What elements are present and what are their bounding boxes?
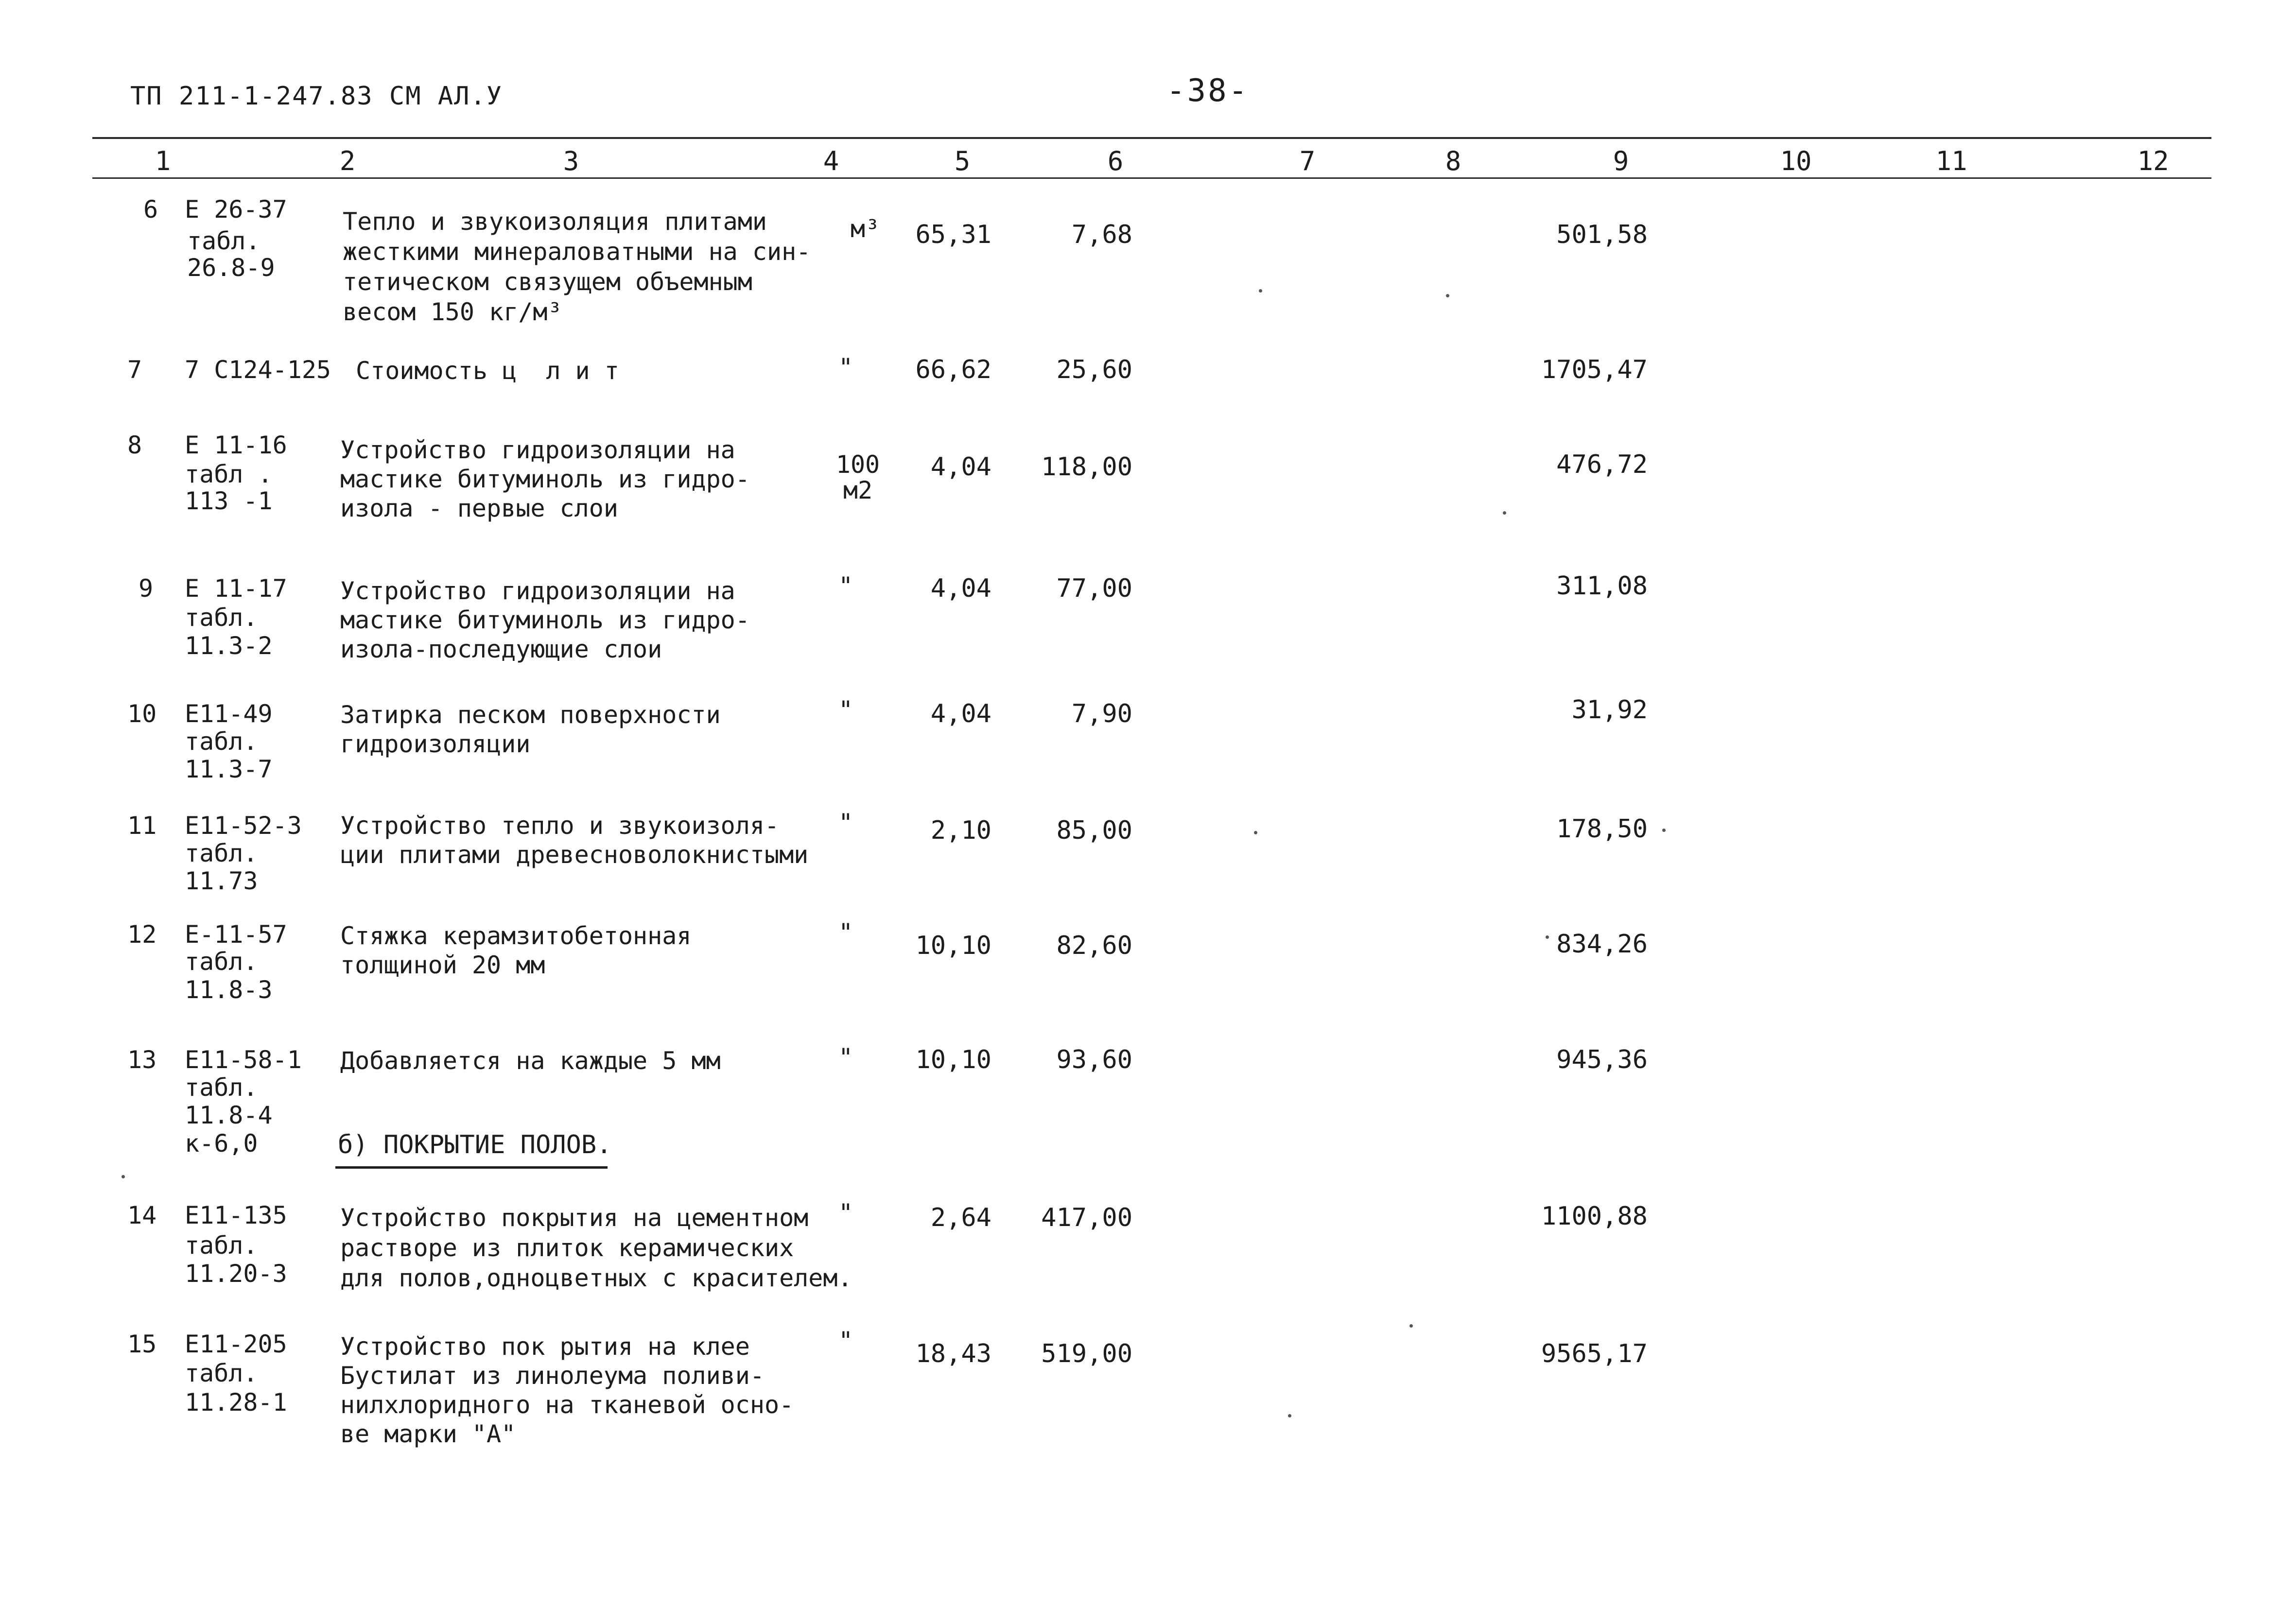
scan-speck bbox=[1409, 1324, 1413, 1328]
work-description: Затирка песком поверхности bbox=[340, 701, 721, 729]
total-cost: 476,72 bbox=[1556, 450, 1648, 479]
work-description: изола - первые слои bbox=[340, 494, 618, 522]
row-number: 10 bbox=[127, 700, 157, 728]
unit-price: 7,68 bbox=[1071, 220, 1132, 249]
norm-code: Е 26-37 bbox=[185, 195, 287, 224]
column-header: 5 bbox=[954, 146, 971, 176]
work-description: растворе из плиток керамических bbox=[340, 1234, 794, 1262]
work-description: толщиной 20 мм bbox=[340, 951, 545, 979]
work-description: Устройство гидроизоляции на bbox=[340, 577, 735, 605]
column-header: 11 bbox=[1935, 146, 1967, 176]
norm-code: 11.73 bbox=[185, 867, 258, 895]
norm-code: 11.20-3 bbox=[185, 1260, 287, 1288]
scan-speck bbox=[1254, 831, 1257, 834]
work-description: Устройство покрытия на цементном bbox=[340, 1204, 809, 1232]
quantity: 2,10 bbox=[930, 816, 991, 845]
column-header: 1 bbox=[155, 146, 171, 176]
quantity: 2,64 bbox=[930, 1203, 991, 1232]
scan-speck bbox=[1546, 935, 1549, 939]
unit: " bbox=[838, 918, 853, 947]
document-code: ТП 211-1-247.83 СМ АЛ.У bbox=[130, 82, 503, 111]
norm-code: Е11-135 bbox=[185, 1201, 287, 1229]
norm-code: табл. bbox=[187, 227, 261, 255]
scan-speck bbox=[1503, 511, 1506, 515]
total-cost: 834,26 bbox=[1556, 930, 1648, 959]
column-header: 7 bbox=[1299, 146, 1316, 176]
quantity: 10,10 bbox=[915, 931, 991, 960]
norm-code: к-6,0 bbox=[185, 1129, 258, 1158]
unit: " bbox=[838, 1199, 853, 1227]
unit-price: 519,00 bbox=[1041, 1339, 1132, 1368]
section-title: б) ПОКРЫТИЕ ПОЛОВ. bbox=[338, 1130, 612, 1159]
row-number: 6 bbox=[143, 195, 158, 224]
page-number: -38- bbox=[1166, 73, 1250, 109]
quantity: 4,04 bbox=[930, 574, 991, 603]
unit-price: 82,60 bbox=[1056, 931, 1132, 960]
row-number: 11 bbox=[127, 812, 157, 840]
work-description: весом 150 кг/м³ bbox=[343, 298, 562, 326]
work-description: Устройство гидроизоляции на bbox=[340, 436, 735, 464]
unit-price: 417,00 bbox=[1041, 1203, 1132, 1232]
norm-code: табл . bbox=[185, 460, 273, 488]
norm-code: Е11-58-1 bbox=[185, 1046, 302, 1074]
column-header: 8 bbox=[1445, 146, 1461, 176]
row-number: 12 bbox=[127, 920, 157, 949]
unit-price: 7,90 bbox=[1071, 699, 1132, 728]
total-cost: 311,08 bbox=[1556, 571, 1648, 601]
section-underline bbox=[335, 1166, 608, 1169]
work-description: гидроизоляции bbox=[340, 730, 531, 758]
norm-code: Е-11-57 bbox=[185, 920, 287, 949]
norm-code: Е 11-16 bbox=[185, 431, 287, 459]
work-description: ции плитами древесноволокнистыми bbox=[340, 841, 809, 869]
norm-code: Е11-49 bbox=[185, 700, 273, 728]
work-description: изола-последующие слои bbox=[340, 635, 662, 663]
column-header: 12 bbox=[2137, 146, 2169, 176]
unit: м2 bbox=[843, 476, 873, 504]
unit-price: 85,00 bbox=[1056, 816, 1132, 845]
norm-code: Е11-205 bbox=[185, 1330, 287, 1358]
work-description: Бустилат из линолеума поливи- bbox=[340, 1362, 765, 1390]
scan-speck bbox=[122, 1175, 125, 1178]
scan-speck bbox=[1288, 1414, 1291, 1417]
quantity: 18,43 bbox=[915, 1339, 991, 1368]
norm-code: 11.8-4 bbox=[185, 1101, 273, 1129]
unit-price: 118,00 bbox=[1041, 452, 1132, 482]
work-description: нилхлоридного на тканевой осно- bbox=[340, 1391, 794, 1419]
unit: " bbox=[838, 809, 853, 837]
table-top-rule bbox=[92, 137, 2211, 139]
work-description: жесткими минераловатными на син- bbox=[343, 238, 811, 266]
norm-code: Е 11-17 bbox=[185, 574, 287, 603]
norm-code: 11.28-1 bbox=[185, 1388, 287, 1417]
row-number: 7 bbox=[127, 356, 142, 384]
total-cost: 31,92 bbox=[1571, 695, 1648, 725]
work-description: для полов,одноцветных с красителем. bbox=[340, 1264, 852, 1292]
total-cost: 501,58 bbox=[1556, 220, 1648, 249]
work-description: Стяжка керамзитобетонная bbox=[340, 922, 692, 950]
row-number: 8 bbox=[127, 431, 142, 459]
norm-code: табл. bbox=[185, 1359, 258, 1387]
total-cost: 1705,47 bbox=[1541, 355, 1648, 384]
column-header: 2 bbox=[339, 146, 356, 176]
row-number: 14 bbox=[127, 1201, 157, 1229]
work-description: Устройство пок рытия на клее bbox=[340, 1332, 750, 1361]
norm-code: Е11-52-3 bbox=[185, 812, 302, 840]
unit-price: 93,60 bbox=[1056, 1045, 1132, 1074]
total-cost: 9565,17 bbox=[1541, 1339, 1648, 1368]
column-header: 10 bbox=[1780, 146, 1812, 176]
total-cost: 178,50 bbox=[1556, 814, 1648, 844]
unit-price: 25,60 bbox=[1056, 355, 1132, 384]
unit: " bbox=[838, 572, 853, 600]
work-description: мастике битуминоль из гидро- bbox=[340, 606, 750, 634]
work-description: тетическом связущем объемным bbox=[343, 268, 752, 296]
unit-price: 77,00 bbox=[1056, 574, 1132, 603]
table-header-rule bbox=[92, 177, 2211, 179]
unit: м³ bbox=[850, 215, 880, 243]
norm-code: 11.3-7 bbox=[185, 755, 273, 783]
norm-code: 113 -1 bbox=[185, 487, 273, 515]
work-description: ве марки "А" bbox=[340, 1420, 516, 1448]
norm-code: табл. bbox=[185, 1231, 258, 1260]
column-header: 6 bbox=[1107, 146, 1124, 176]
norm-code: 11.3-2 bbox=[185, 632, 273, 660]
work-description: Тепло и звукоизоляция плитами bbox=[343, 207, 767, 236]
column-header: 4 bbox=[823, 146, 839, 176]
scan-speck bbox=[1662, 829, 1666, 832]
quantity: 4,04 bbox=[930, 452, 991, 482]
norm-code: 7 С124-125 bbox=[185, 356, 331, 384]
row-number: 9 bbox=[139, 574, 154, 603]
work-description: Устройство тепло и звукоизоля- bbox=[340, 812, 780, 840]
column-header: 3 bbox=[563, 146, 579, 176]
total-cost: 945,36 bbox=[1556, 1045, 1648, 1074]
scan-speck bbox=[1259, 289, 1262, 293]
work-description: Стоимость ц л и т bbox=[356, 357, 619, 385]
quantity: 65,31 bbox=[915, 220, 991, 249]
norm-code: табл. bbox=[185, 839, 258, 867]
unit: " bbox=[838, 1043, 853, 1071]
norm-code: 26.8-9 bbox=[187, 254, 275, 282]
scan-speck bbox=[1446, 294, 1449, 297]
norm-code: табл. bbox=[185, 604, 258, 632]
unit: " bbox=[838, 696, 853, 724]
unit: 100 bbox=[835, 450, 880, 479]
unit: " bbox=[838, 353, 853, 381]
norm-code: табл. bbox=[185, 1073, 258, 1102]
quantity: 10,10 bbox=[915, 1045, 991, 1074]
unit: " bbox=[838, 1327, 853, 1355]
norm-code: 11.8-3 bbox=[185, 976, 273, 1004]
row-number: 13 bbox=[127, 1046, 157, 1074]
row-number: 15 bbox=[127, 1330, 157, 1358]
quantity: 4,04 bbox=[930, 699, 991, 728]
quantity: 66,62 bbox=[915, 355, 991, 384]
work-description: мастике битуминоль из гидро- bbox=[340, 465, 750, 493]
norm-code: табл. bbox=[185, 948, 258, 976]
total-cost: 1100,88 bbox=[1541, 1202, 1648, 1231]
work-description: Добавляется на каждые 5 мм bbox=[340, 1047, 721, 1075]
column-header: 9 bbox=[1613, 146, 1629, 176]
norm-code: табл. bbox=[185, 727, 258, 756]
